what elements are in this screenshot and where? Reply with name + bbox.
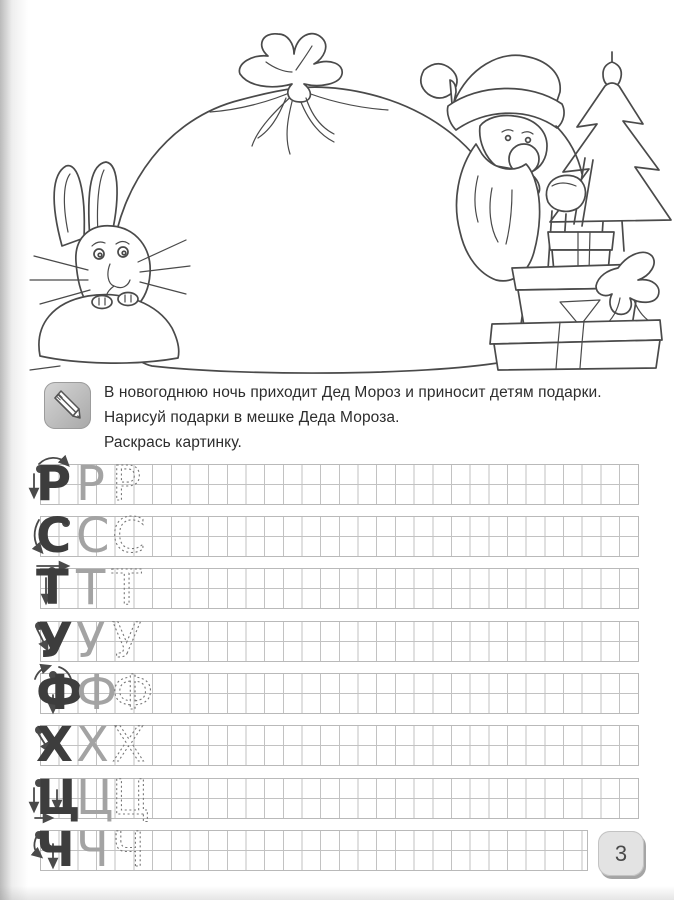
letter-dotted: Т: [112, 560, 142, 616]
letter-solid: Ц: [36, 770, 81, 826]
practice-row-5: [36, 665, 639, 721]
letter-dotted: У: [112, 613, 142, 669]
letter-gray: Ф: [76, 665, 118, 721]
letter-solid: Ч: [36, 822, 75, 878]
letter-solid: Х: [36, 717, 74, 773]
page-number-badge: [598, 831, 644, 876]
letter-dotted: Р: [112, 456, 141, 512]
letter-gray: Т: [76, 560, 106, 616]
instruction-line-1: В новогоднюю ночь приходит Дед Мороз и приносит детям подарки.: [104, 384, 602, 401]
coloring-illustration: [0, 6, 674, 386]
letter-solid: Р: [36, 456, 72, 512]
christmas-tree-drawing: [550, 52, 671, 252]
practice-row-4: [36, 613, 639, 669]
page-number: 3: [614, 840, 628, 866]
letter-gray: Х: [76, 717, 109, 773]
letter-dotted: Ч: [112, 822, 145, 878]
letter-dotted: Х: [112, 717, 145, 773]
letter-gray: Ц: [76, 770, 114, 826]
practice-row-2: [36, 508, 639, 564]
practice-row-3: [36, 560, 639, 616]
scan-shadow-bottom: [0, 886, 674, 900]
letter-solid: С: [36, 508, 72, 564]
task-instructions: [104, 380, 660, 455]
letter-solid: У: [36, 613, 74, 669]
letter-gray: Ч: [76, 822, 109, 878]
letter-dotted: Ф: [112, 665, 154, 721]
practice-row-1: [36, 456, 639, 512]
practice-row-7: [36, 770, 639, 826]
instruction-line-3: Раскрась картинку.: [104, 434, 242, 451]
letter-gray: У: [76, 613, 106, 669]
letter-dotted: С: [112, 508, 146, 564]
practice-row-8: [36, 822, 588, 878]
letter-solid: Ф: [36, 665, 84, 721]
letter-dotted: Ц: [112, 770, 150, 826]
letter-gray: Р: [76, 456, 105, 512]
letter-solid: Т: [36, 560, 69, 616]
pencil-icon: [44, 382, 91, 429]
letter-gray: С: [76, 508, 110, 564]
practice-row-6: [36, 717, 639, 773]
instruction-line-2: Нарисуй подарки в мешке Деда Мороза.: [104, 409, 400, 426]
